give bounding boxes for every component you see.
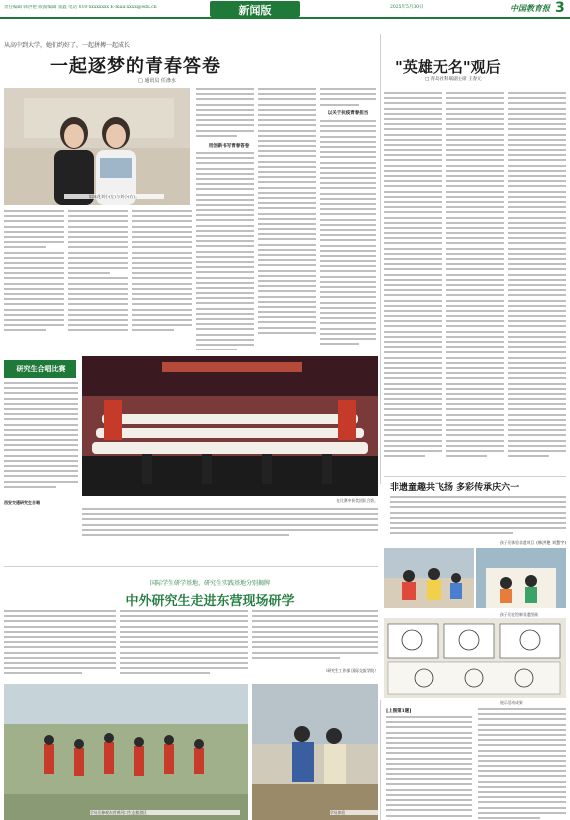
bottom-photo-1-caption: 学员们参观东营黄河口生态旅游区 (90, 810, 240, 815)
column-divider (380, 34, 381, 484)
choir-photo (82, 356, 378, 496)
masthead-editor-info: 责任编辑 韩洪艳 版面编辑 窦鑫 电话 010-xxxxxxxx E-mail:xxxx@edu.cn (4, 5, 157, 10)
bottom-article-title: 中外研究生走进东营现场研学 (125, 594, 295, 609)
heritage-photo-3-image (384, 618, 566, 698)
main-article-col3 (132, 210, 192, 350)
review-title: "英雄无名"观后 (395, 58, 501, 76)
main-article-col2 (68, 210, 128, 350)
main-article-col6 (320, 120, 376, 350)
heritage-photo-2-caption: 孩子们在绘制非遗图画 (500, 612, 538, 617)
heritage-top-rule (384, 476, 566, 477)
choir-photo-caption: 在比赛中获奖团队合影。 (336, 498, 378, 503)
main-article-subhead2: 以关于抗疫青春担当 (327, 111, 369, 116)
heritage-photo-1-caption: 孩子们体验非遗项目 (500, 540, 535, 545)
section-name: 新闻版 (238, 4, 272, 17)
bottom-article-top-rule (4, 566, 378, 567)
bottom-photo-2 (252, 684, 378, 820)
review-col2 (446, 92, 504, 472)
main-article-photo (4, 88, 190, 205)
main-article-byline: □ 通讯员 任涤水 (138, 78, 176, 84)
main-article-col6a (320, 88, 376, 108)
bottom-right-heading: [上图第1题] (386, 709, 412, 714)
issue-date: 2025年5月30日 (390, 5, 424, 10)
heritage-credit: (韩洪艳 刘慧宇) (536, 540, 566, 545)
choir-photo-image (82, 356, 378, 496)
newspaper-logo: 中国教育报 (510, 3, 550, 13)
masthead (0, 0, 570, 32)
heritage-photo-1-image (384, 548, 474, 608)
bottom-right-divider (380, 700, 381, 820)
main-article-title: 一起逐梦的青春答卷 (50, 56, 221, 77)
bottom-right-text-col1 (386, 716, 472, 820)
choir-body (4, 382, 78, 502)
heritage-photo-3-caption: 展示活动成果 (500, 700, 523, 705)
masthead-rule (0, 17, 570, 19)
choir-title: 研究生合唱比赛 (16, 365, 66, 373)
bottom-article-col2 (120, 610, 248, 680)
main-article-col1 (4, 210, 64, 350)
sisters-photo-image (4, 88, 190, 205)
bottom-article-kicker: 国际学生研学基地、研究生实践基地分别揭牌 (149, 580, 270, 587)
review-col1 (384, 92, 442, 472)
heritage-photo-1 (384, 548, 474, 608)
heritage-photo-3 (384, 618, 566, 698)
bottom-right-text-col2 (478, 708, 566, 820)
heritage-title: 非遗童趣共飞扬 多彩传承庆六一 (390, 483, 520, 493)
choir-subhead: 西安交通研究生合唱 (4, 500, 40, 505)
review-byline: □ 青岛社科联副主席 王春元 (425, 77, 482, 82)
bottom-article-credit: （研究生工作部 国际交流学院） (323, 668, 378, 673)
heritage-photo-2-image (476, 548, 566, 608)
bottom-photo-1-image (4, 684, 248, 820)
choir-body-col2 (82, 508, 378, 544)
page-number: 3 (555, 0, 565, 16)
main-photo-caption: 姐妹花刘小(左)与刘小(右)。 (64, 194, 164, 199)
review-col3 (508, 92, 566, 472)
heritage-body (390, 496, 566, 542)
bottom-photo-2-image (252, 684, 378, 820)
bottom-article-col1 (4, 610, 116, 680)
main-article-subhead1: 用创新书写青春答卷 (208, 144, 250, 149)
bottom-photo-1 (4, 684, 248, 820)
bottom-photo-2-caption: 学员体验 (330, 810, 378, 815)
main-article-col4b (196, 152, 254, 350)
main-article-col5 (258, 88, 316, 350)
heritage-photo-2 (476, 548, 566, 608)
main-article-kicker: 从高中到大学，她们约好了，一起拼搏一起成长 (4, 42, 131, 49)
